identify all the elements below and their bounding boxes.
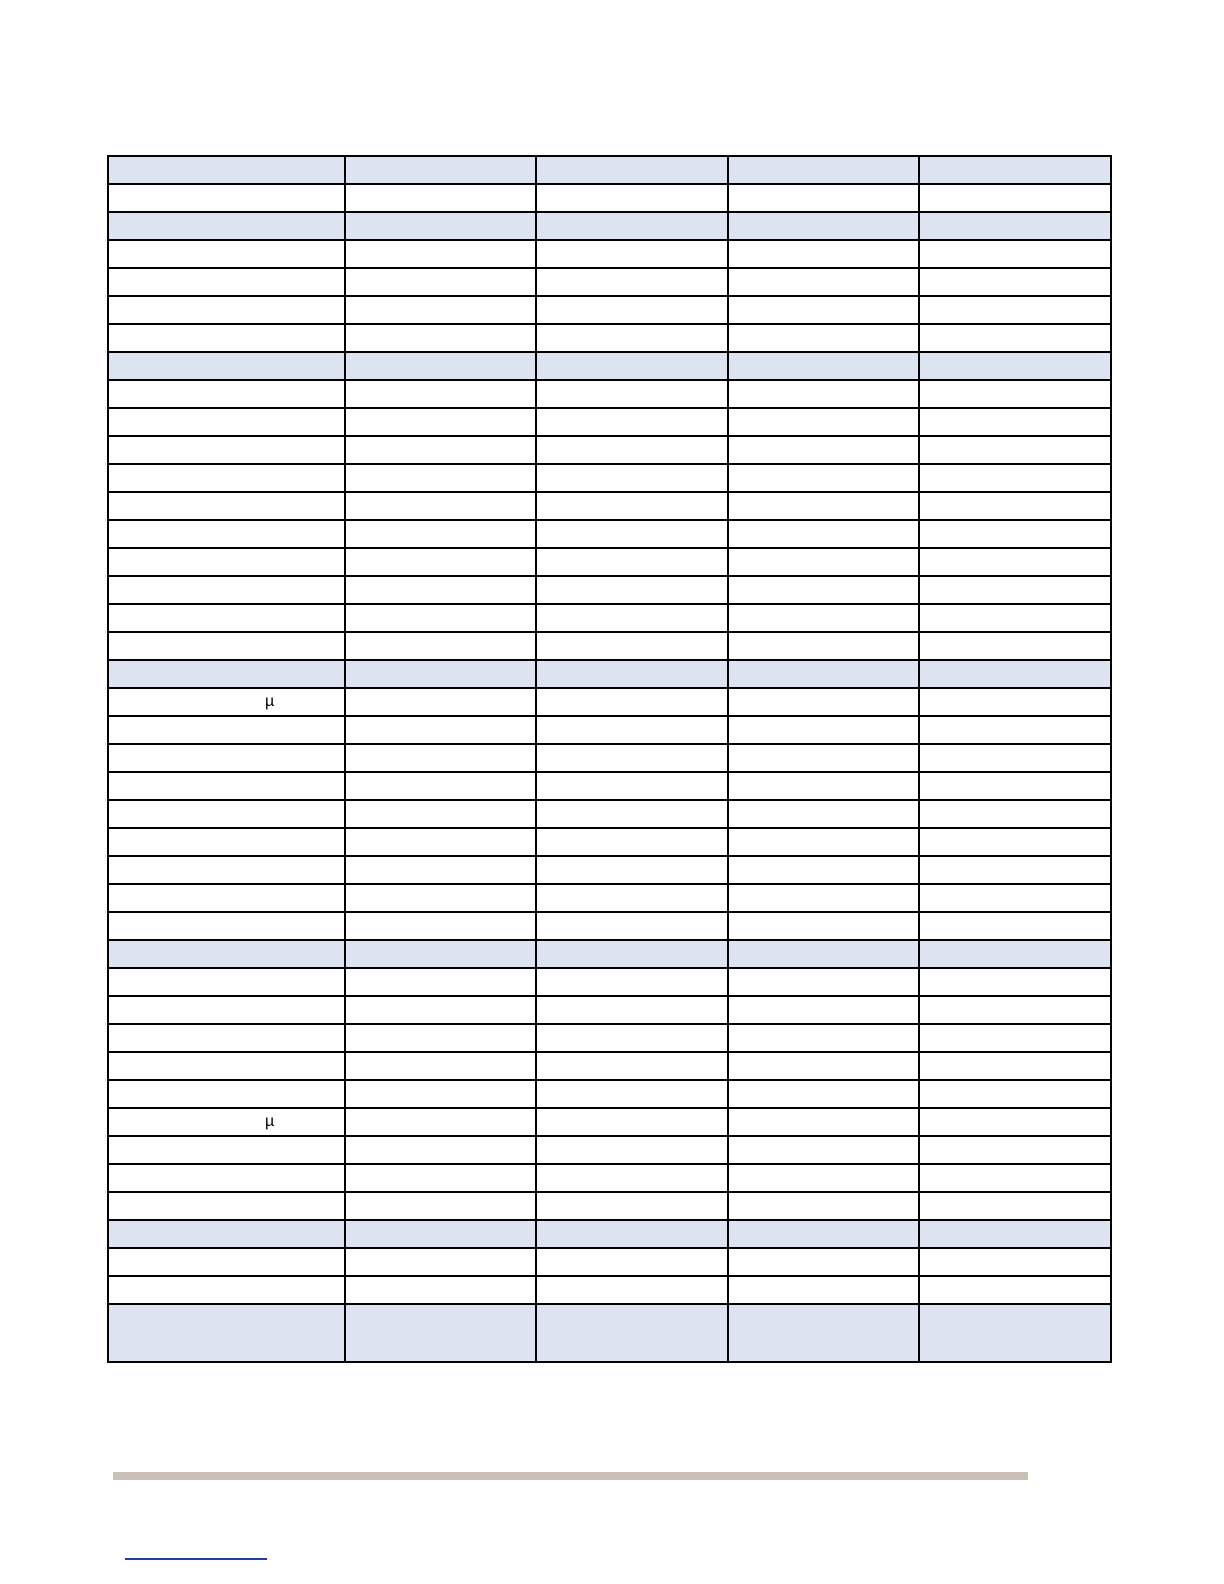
table-cell	[345, 464, 536, 492]
table-cell	[536, 1276, 728, 1304]
table-cell	[108, 1220, 345, 1248]
table-cell	[728, 212, 919, 240]
table-cell	[536, 352, 728, 380]
table-cell	[345, 828, 536, 856]
table-cell	[345, 856, 536, 884]
table-cell	[728, 492, 919, 520]
table-cell	[108, 464, 345, 492]
table-cell	[536, 1192, 728, 1220]
table-cell	[108, 856, 345, 884]
table-cell	[919, 1276, 1111, 1304]
table-cell	[919, 464, 1111, 492]
table-cell	[728, 884, 919, 912]
table-row	[108, 604, 1111, 632]
table-cell	[919, 912, 1111, 940]
table-cell	[108, 436, 345, 464]
table-row	[108, 1164, 1111, 1192]
table-cell	[536, 940, 728, 968]
table-cell	[728, 1192, 919, 1220]
table-cell	[728, 352, 919, 380]
table-cell	[536, 912, 728, 940]
table-cell	[919, 688, 1111, 716]
table-cell	[728, 1080, 919, 1108]
table-cell	[108, 324, 345, 352]
table-cell	[108, 1024, 345, 1052]
table-cell	[536, 604, 728, 632]
table-cell	[536, 240, 728, 268]
table-cell	[919, 828, 1111, 856]
table-cell	[108, 660, 345, 688]
table-cell	[108, 1192, 345, 1220]
table-cell	[728, 856, 919, 884]
table-cell	[108, 156, 345, 184]
table-cell	[108, 212, 345, 240]
table-cell	[536, 772, 728, 800]
table-cell	[728, 996, 919, 1024]
table-cell	[345, 1108, 536, 1136]
table-cell	[728, 800, 919, 828]
table-cell	[536, 632, 728, 660]
table-cell	[728, 772, 919, 800]
table-cell	[536, 1164, 728, 1192]
table-cell	[728, 380, 919, 408]
table-cell	[536, 716, 728, 744]
table-cell	[345, 296, 536, 324]
table-cell	[919, 324, 1111, 352]
table-row	[108, 324, 1111, 352]
table-cell	[728, 324, 919, 352]
table-cell	[345, 268, 536, 296]
table-cell	[919, 744, 1111, 772]
table-cell	[919, 1136, 1111, 1164]
table-cell	[536, 744, 728, 772]
table-cell	[728, 1164, 919, 1192]
table-cell	[919, 1080, 1111, 1108]
table-cell	[919, 268, 1111, 296]
table-cell	[728, 1024, 919, 1052]
table-row	[108, 380, 1111, 408]
table-cell	[728, 744, 919, 772]
table-cell	[728, 408, 919, 436]
table-cell	[108, 380, 345, 408]
table-cell	[108, 184, 345, 212]
table-cell	[919, 380, 1111, 408]
table-cell	[108, 688, 345, 716]
table-cell	[728, 828, 919, 856]
table-cell	[108, 604, 345, 632]
table-row	[108, 408, 1111, 436]
table-cell	[345, 1136, 536, 1164]
table-cell	[108, 352, 345, 380]
table-row	[108, 464, 1111, 492]
table-cell	[108, 744, 345, 772]
table-cell	[536, 156, 728, 184]
table-row	[108, 800, 1111, 828]
table-row	[108, 716, 1111, 744]
table-band-row	[108, 940, 1111, 968]
table-cell	[728, 296, 919, 324]
table-band-row	[108, 156, 1111, 184]
table-cell	[728, 464, 919, 492]
table-cell	[536, 184, 728, 212]
table-cell	[919, 1108, 1111, 1136]
table-row	[108, 688, 1111, 716]
table-cell	[536, 856, 728, 884]
table-cell	[536, 380, 728, 408]
table-cell	[536, 548, 728, 576]
footer-rule	[113, 1472, 1028, 1480]
footer-link[interactable]	[125, 1558, 267, 1560]
table-cell	[345, 492, 536, 520]
table-cell	[345, 996, 536, 1024]
table-cell	[536, 660, 728, 688]
table-cell	[919, 856, 1111, 884]
table-cell	[345, 660, 536, 688]
table-cell	[345, 212, 536, 240]
table-cell	[536, 968, 728, 996]
table-cell	[345, 744, 536, 772]
table-cell	[728, 1276, 919, 1304]
table-cell	[108, 884, 345, 912]
table-cell	[345, 156, 536, 184]
table-cell	[919, 884, 1111, 912]
table-cell	[728, 1108, 919, 1136]
table-cell	[536, 520, 728, 548]
table-cell	[108, 1304, 345, 1362]
table-cell	[536, 408, 728, 436]
table-row	[108, 184, 1111, 212]
table-row	[108, 1080, 1111, 1108]
table-band-row	[108, 660, 1111, 688]
table-cell	[108, 1108, 345, 1136]
table-cell	[536, 1220, 728, 1248]
table-cell	[536, 1248, 728, 1276]
table-cell	[728, 1248, 919, 1276]
table-cell	[345, 1304, 536, 1362]
table-cell	[108, 576, 345, 604]
table-cell	[108, 492, 345, 520]
table-cell	[728, 716, 919, 744]
table-cell	[345, 800, 536, 828]
table-cell	[919, 660, 1111, 688]
table-row	[108, 744, 1111, 772]
table-cell	[728, 660, 919, 688]
table-row	[108, 548, 1111, 576]
table-cell	[919, 520, 1111, 548]
table-cell	[919, 184, 1111, 212]
table-cell	[919, 1052, 1111, 1080]
table-cell	[108, 940, 345, 968]
table-cell	[919, 1192, 1111, 1220]
table-cell	[108, 1276, 345, 1304]
table-cell	[919, 408, 1111, 436]
table-cell	[345, 408, 536, 436]
table-cell	[536, 436, 728, 464]
table-row	[108, 828, 1111, 856]
table-row	[108, 856, 1111, 884]
table-cell	[108, 548, 345, 576]
table-cell	[108, 520, 345, 548]
table-row	[108, 632, 1111, 660]
table-cell	[919, 240, 1111, 268]
table-cell	[536, 212, 728, 240]
table-cell	[536, 296, 728, 324]
table-cell	[108, 408, 345, 436]
table-cell	[919, 1220, 1111, 1248]
table-cell	[919, 296, 1111, 324]
table-cell	[919, 716, 1111, 744]
table-cell	[919, 632, 1111, 660]
table-band-row	[108, 212, 1111, 240]
table-cell	[108, 912, 345, 940]
table-cell	[536, 464, 728, 492]
table-row	[108, 576, 1111, 604]
table-cell	[919, 492, 1111, 520]
table-row	[108, 1192, 1111, 1220]
table-band-row	[108, 352, 1111, 380]
table-cell	[536, 1024, 728, 1052]
table-cell	[108, 968, 345, 996]
table-cell	[108, 240, 345, 268]
table-cell	[728, 184, 919, 212]
table-cell	[919, 996, 1111, 1024]
table-cell	[108, 1248, 345, 1276]
table-cell	[345, 520, 536, 548]
table-cell	[919, 1024, 1111, 1052]
table-cell	[728, 1052, 919, 1080]
table-row	[108, 996, 1111, 1024]
table-cell	[536, 268, 728, 296]
table-row	[108, 968, 1111, 996]
table-cell	[536, 688, 728, 716]
table-cell	[536, 996, 728, 1024]
table-cell	[536, 800, 728, 828]
table-cell	[919, 772, 1111, 800]
table-cell	[919, 1304, 1111, 1362]
table-row	[108, 772, 1111, 800]
table-cell	[536, 884, 728, 912]
table-cell	[345, 576, 536, 604]
table-cell	[536, 324, 728, 352]
table-cell	[919, 548, 1111, 576]
table-row	[108, 492, 1111, 520]
table-row	[108, 1024, 1111, 1052]
data-table-body	[108, 156, 1111, 1362]
table-cell	[345, 632, 536, 660]
table-cell	[345, 352, 536, 380]
table-cell	[919, 940, 1111, 968]
table-cell	[345, 1276, 536, 1304]
table-row	[108, 1052, 1111, 1080]
table-row	[108, 1248, 1111, 1276]
table-cell	[728, 1304, 919, 1362]
table-row	[108, 1136, 1111, 1164]
table-cell	[345, 968, 536, 996]
table-cell	[919, 156, 1111, 184]
table-cell	[536, 1108, 728, 1136]
table-row	[108, 296, 1111, 324]
table-cell	[108, 828, 345, 856]
table-cell	[108, 996, 345, 1024]
table-cell	[536, 1080, 728, 1108]
table-cell	[108, 1052, 345, 1080]
table-cell	[345, 184, 536, 212]
table-cell	[345, 716, 536, 744]
table-cell	[919, 576, 1111, 604]
table-row	[108, 436, 1111, 464]
table-row	[108, 1276, 1111, 1304]
table-cell	[345, 912, 536, 940]
table-cell	[345, 940, 536, 968]
table-row	[108, 268, 1111, 296]
table-cell	[919, 800, 1111, 828]
table-cell	[536, 828, 728, 856]
table-cell	[108, 1136, 345, 1164]
table-cell	[728, 576, 919, 604]
table-cell	[728, 520, 919, 548]
table-row	[108, 520, 1111, 548]
table-cell	[919, 604, 1111, 632]
table-cell	[108, 1164, 345, 1192]
table-row	[108, 1108, 1111, 1136]
table-cell	[108, 800, 345, 828]
table-cell	[108, 632, 345, 660]
table-cell	[108, 1080, 345, 1108]
table-cell	[728, 632, 919, 660]
data-table	[107, 155, 1112, 1363]
table-cell	[345, 380, 536, 408]
table-cell	[345, 604, 536, 632]
table-cell	[728, 688, 919, 716]
table-cell	[728, 912, 919, 940]
table-cell	[728, 268, 919, 296]
cell-text: µ	[265, 693, 275, 710]
table-cell	[345, 1080, 536, 1108]
table-cell	[345, 1024, 536, 1052]
table-cell	[345, 1248, 536, 1276]
table-cell	[345, 1192, 536, 1220]
table-cell	[108, 716, 345, 744]
table-cell	[919, 212, 1111, 240]
table-cell	[536, 1136, 728, 1164]
table-cell	[919, 1164, 1111, 1192]
table-cell	[728, 1220, 919, 1248]
table-cell	[345, 324, 536, 352]
table-cell	[728, 968, 919, 996]
table-cell	[728, 940, 919, 968]
table-cell	[536, 576, 728, 604]
cell-text: µ	[265, 1113, 275, 1130]
table-row	[108, 240, 1111, 268]
table-cell	[108, 268, 345, 296]
table-cell	[728, 548, 919, 576]
table-band-row	[108, 1304, 1111, 1362]
table-row	[108, 884, 1111, 912]
table-cell	[345, 1220, 536, 1248]
table-band-row	[108, 1220, 1111, 1248]
table-cell	[728, 604, 919, 632]
table-cell	[345, 772, 536, 800]
table-cell	[728, 436, 919, 464]
table-cell	[345, 240, 536, 268]
table-cell	[728, 1136, 919, 1164]
table-cell	[919, 436, 1111, 464]
table-cell	[108, 772, 345, 800]
table-cell	[919, 1248, 1111, 1276]
table-cell	[919, 968, 1111, 996]
table-cell	[919, 352, 1111, 380]
table-cell	[345, 688, 536, 716]
table-cell	[108, 296, 345, 324]
table-cell	[536, 1304, 728, 1362]
table-cell	[345, 436, 536, 464]
table-cell	[728, 240, 919, 268]
table-cell	[536, 1052, 728, 1080]
table-cell	[536, 492, 728, 520]
table-cell	[345, 1164, 536, 1192]
table-cell	[345, 884, 536, 912]
table-cell	[345, 548, 536, 576]
table-cell	[345, 1052, 536, 1080]
table-cell	[728, 156, 919, 184]
table-row	[108, 912, 1111, 940]
